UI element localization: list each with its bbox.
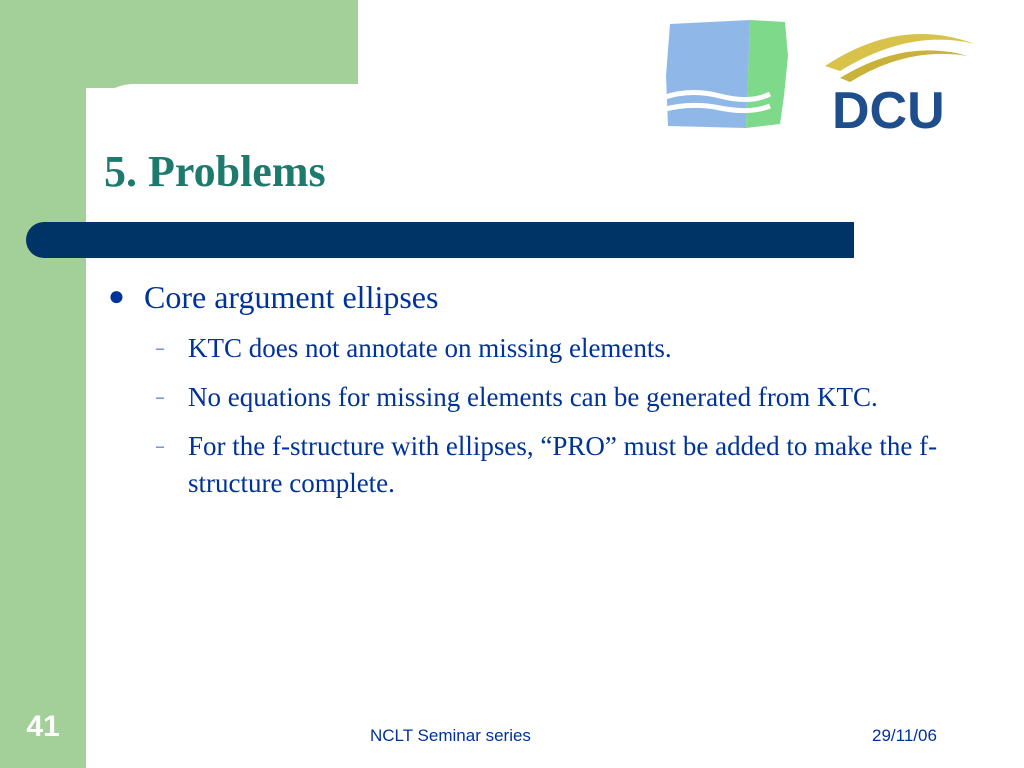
top-green-band: [0, 0, 358, 88]
logo-text: DCU: [832, 82, 945, 136]
sub-bullet-text: No equations for missing elements can be generated from KTC.: [188, 382, 878, 412]
slide-title: 5. Problems: [104, 147, 326, 196]
dash-icon: –: [156, 340, 164, 357]
sub-bullet-text: KTC does not annotate on missing elements.: [188, 333, 672, 363]
bullet-text: Core argument ellipses: [144, 279, 439, 315]
bullet-dot-icon: ●: [108, 281, 125, 312]
sub-bullet-text: For the f-structure with ellipses, “PRO” must be added to make the f-structure complete.: [188, 431, 938, 498]
sub-bullet-item: [100, 428, 980, 502]
dash-icon: –: [156, 389, 164, 406]
sub-bullet-item: [100, 379, 980, 416]
sub-bullet-item: [100, 330, 980, 367]
left-green-band: [0, 0, 86, 768]
footer-text: NCLT Seminar series: [370, 726, 531, 745]
title-underline-bar: [26, 222, 854, 258]
footer-date: 29/11/06: [872, 726, 937, 745]
dash-icon: –: [156, 438, 164, 455]
slide-content: [100, 276, 980, 502]
slide-number: 41: [26, 710, 60, 743]
dcu-logo: [650, 16, 980, 136]
bullet-item: [100, 276, 980, 318]
